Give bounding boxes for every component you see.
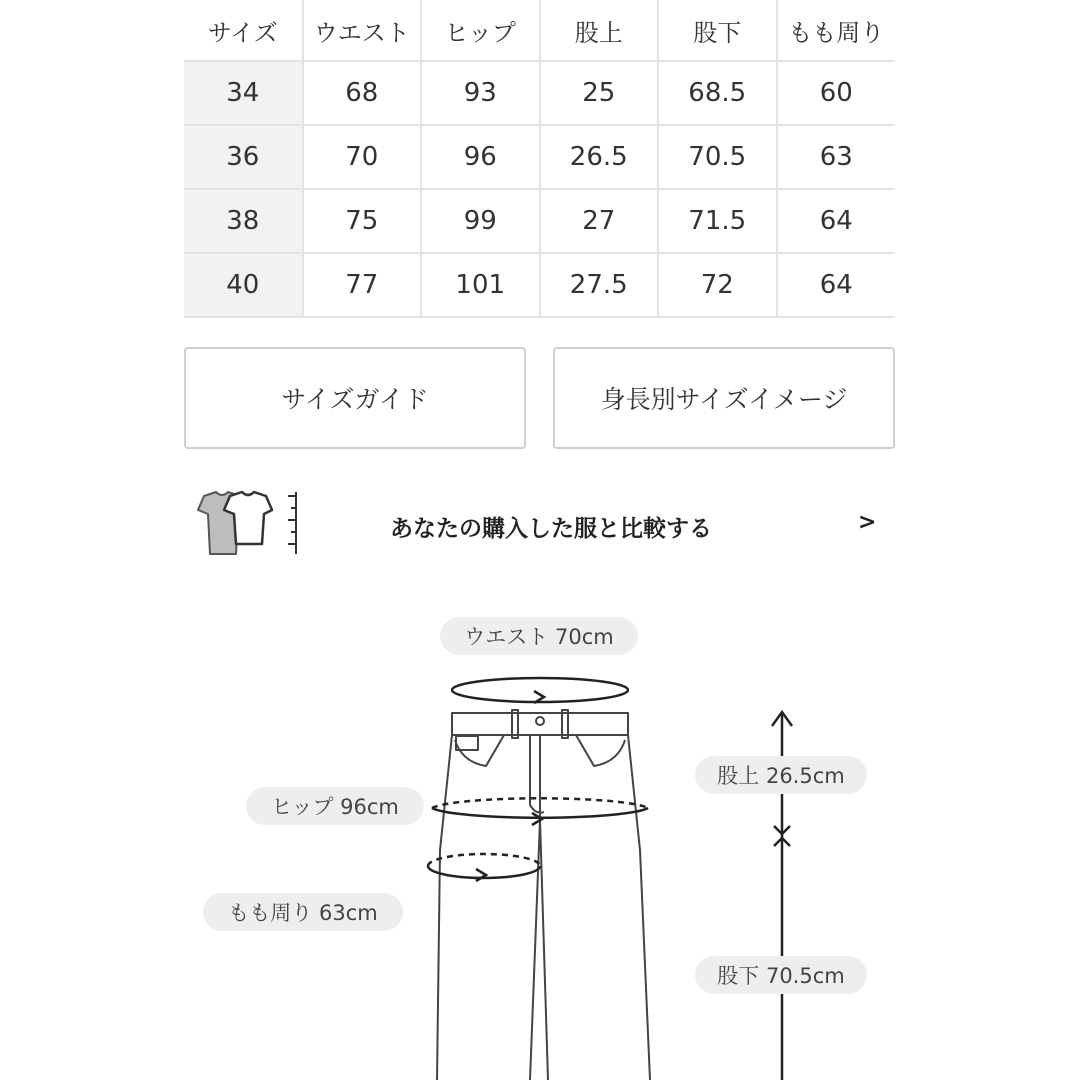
table-row (184, 253, 895, 317)
compare-purchased-clothes-row[interactable] (190, 488, 890, 564)
table-cell: 34 (184, 61, 303, 125)
table-cell: 93 (421, 61, 540, 125)
table-cell: 99 (421, 189, 540, 253)
table-cell: 40 (184, 253, 303, 317)
pants-illustration (437, 710, 650, 1080)
table-cell: 96 (421, 125, 540, 189)
chevron-right-icon: > (858, 510, 877, 535)
size-guide-label: サイズガイド (281, 385, 429, 414)
table-cell: 75 (303, 189, 422, 253)
size-guide-button[interactable] (184, 347, 526, 449)
header-hip: ヒップ (421, 0, 540, 61)
table-row (184, 189, 895, 253)
table-cell: 63 (777, 125, 896, 189)
waist-measure-label: ウエスト 70cm (440, 617, 638, 655)
hip-measure-label: ヒップ 96cm (246, 787, 424, 825)
header-rise: 股上 (540, 0, 659, 61)
table-cell: 71.5 (658, 189, 777, 253)
table-cell: 27.5 (540, 253, 659, 317)
table-row (184, 61, 895, 125)
table-cell: 27 (540, 189, 659, 253)
table-cell: 68 (303, 61, 422, 125)
table-cell: 64 (777, 253, 896, 317)
header-size: サイズ (184, 0, 303, 61)
header-thigh: もも周り (777, 0, 896, 61)
table-header-row (184, 0, 895, 61)
header-inseam: 股下 (658, 0, 777, 61)
table-cell: 72 (658, 253, 777, 317)
height-size-image-button[interactable] (553, 347, 895, 449)
table-cell: 68.5 (658, 61, 777, 125)
table-cell: 64 (777, 189, 896, 253)
tshirt-compare-icon (190, 488, 306, 564)
table-cell: 26.5 (540, 125, 659, 189)
size-table (184, 0, 895, 318)
header-waist: ウエスト (303, 0, 422, 61)
table-cell: 101 (421, 253, 540, 317)
table-cell: 70 (303, 125, 422, 189)
table-cell: 25 (540, 61, 659, 125)
compare-label: あなたの購入した服と比較する (390, 516, 712, 542)
table-row (184, 125, 895, 189)
rise-measure-label: 股上 26.5cm (695, 756, 867, 794)
table-cell: 70.5 (658, 125, 777, 189)
table-cell: 77 (303, 253, 422, 317)
height-size-image-label: 身長別サイズイメージ (600, 385, 848, 414)
table-cell: 38 (184, 189, 303, 253)
table-cell: 36 (184, 125, 303, 189)
thigh-measure-label: もも周り 63cm (203, 893, 403, 931)
inseam-measure-label: 股下 70.5cm (695, 956, 867, 994)
table-cell: 60 (777, 61, 896, 125)
